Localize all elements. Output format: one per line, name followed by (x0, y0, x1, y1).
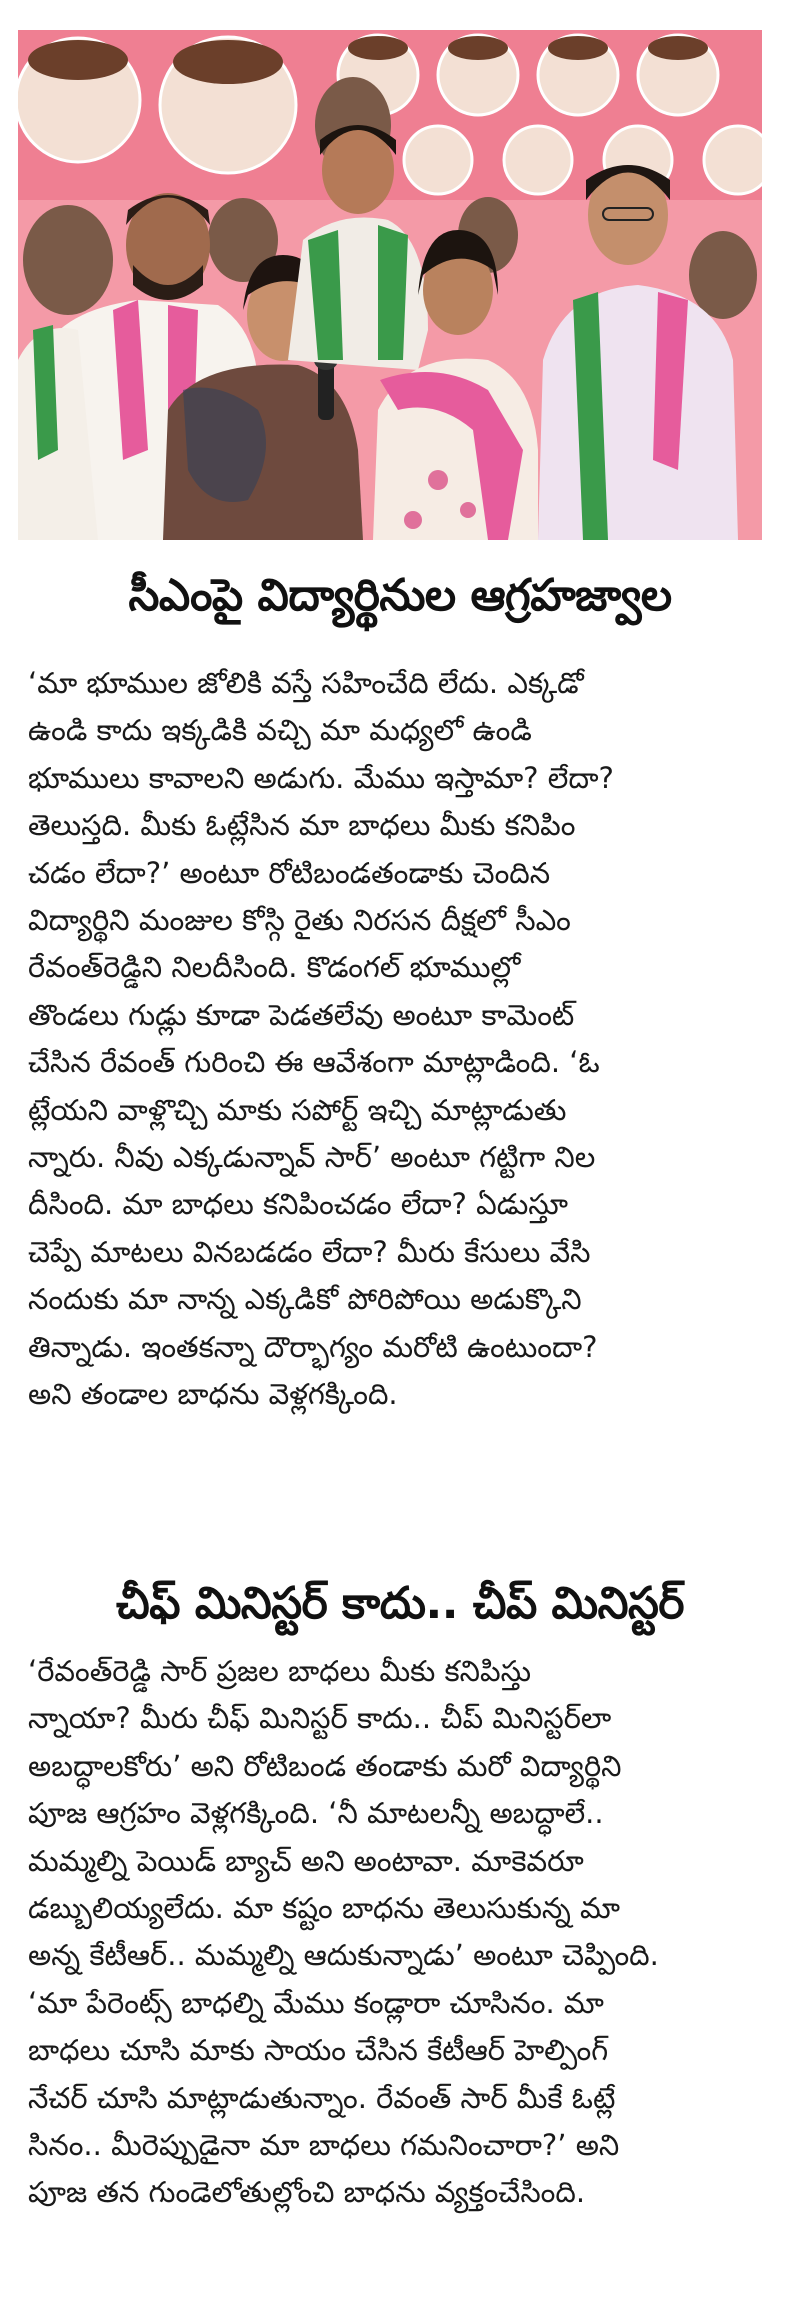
paragraph-line: చెప్పే మాటలు వినబడడం లేదా? మీరు కేసులు వేసి (28, 1234, 591, 1269)
paragraph-line: తొండలు గుడ్లు కూడా పెడతలేవు అంటూ కామెంట్ (28, 997, 575, 1032)
paragraph-line: తెలుస్తది. మీకు ఓట్లేసిన మా బాధలు మీకు కనిపిం (28, 808, 576, 843)
paragraph-line: నేచర్ చూసి మాట్లాడుతున్నాం. రేవంత్ సార్ మీకే ఓట్లే (28, 2080, 616, 2115)
paragraph-line: తిన్నాడు. ఇంతకన్నా దౌర్భాగ్యం మరోటి ఉంటుందా? (28, 1329, 598, 1364)
paragraph-line: డబ్బులియ్యలేదు. మా కష్టం బాధను తెలుసుకున్న మా (28, 1891, 621, 1926)
news-photo (18, 30, 762, 540)
paragraph-line: ‘మా పేరెంట్స్ బాధల్ని మేము కండ్లారా చూసినం. మా (28, 1985, 604, 2020)
paragraph-line: ‘మా భూముల జోలికి వస్తే సహించేది లేదు. ఎక్కడో (28, 666, 584, 700)
paragraph-line: చడం లేదా?’ అంటూ రోటిబండతండాకు చెందిన (28, 855, 551, 890)
paragraph-line: అన్న కేటీఆర్.. మమ్మల్ని ఆదుకున్నాడు’ అంటూ చెప్పింది. (28, 1938, 659, 1973)
paragraph-line: ట్లేయని వాళ్లొచ్చి మాకు సపోర్ట్ ఇచ్చి మాట్లాడుతు (28, 1092, 567, 1127)
paragraph-line: భూములు కావాలని అడుగు. మేము ఇస్తామా? లేదా? (28, 760, 614, 795)
paragraph-line: బాధలు చూసి మాకు సాయం చేసిన కేటీఆర్ హెల్పింగ్ (28, 2033, 609, 2068)
headline: సీఎంపై విద్యార్థినుల ఆగ్రహజ్వాల (128, 570, 672, 621)
paragraph-line: పూజ తన గుండెలోతుల్లోంచి బాధను వ్యక్తంచేసింది. (28, 2175, 586, 2210)
paragraph-line: దీసింది. మా బాధలు కనిపించడం లేదా? ఏడుస్తూ (28, 1187, 569, 1222)
paragraph-line: పూజ ఆగ్రహం వెళ్లగక్కింది. ‘నీ మాటలన్నీ అబద్ధాలే.. (28, 1796, 604, 1831)
subheadline: చీఫ్ మినిస్టర్ కాదు.. చీప్ మినిస్టర్ (116, 1578, 684, 1629)
paragraph-line: న్నాయా? మీరు చీఫ్ మినిస్టర్ కాదు.. చీప్ మినిస్టర్‌లా (28, 1701, 612, 1736)
paragraph-line: రేవంత్‌రెడ్డిని నిలదీసింది. కొడంగల్ భూముల్లో (28, 950, 521, 985)
paragraph-line: నందుకు మా నాన్న ఎక్కడికో పోరిపోయి అడుక్కొని (28, 1282, 582, 1317)
paragraph-1 (28, 660, 768, 1419)
paragraph-line: మమ్మల్ని పెయిడ్ బ్యాచ్ అని అంటావా. మాకెవరూ (28, 1843, 584, 1878)
paragraph-line: ‘రేవంత్‌రెడ్డి సార్ ప్రజల బాధలు మీకు కనిపిస్తు (28, 1654, 532, 1688)
paragraph-line: విద్యార్థిని మంజుల కోస్గి రైతు నిరసన దీక్షలో సీఎం (28, 903, 571, 938)
paragraph-line: న్నారు. నీవు ఎక్కడున్నావ్ సార్’ అంటూ గట్టిగా నిల (28, 1140, 596, 1175)
paragraph-line: చేసిన రేవంత్ గురించి ఈ ఆవేశంగా మాట్లాడింది. ‘ఓ (28, 1045, 600, 1080)
paragraph-line: ఉండి కాదు ఇక్కడికి వచ్చి మా మధ్యలో ఉండి (28, 713, 532, 748)
paragraph-line: అబద్ధాలకోరు’ అని రోటిబండ తండాకు మరో విద్యార్థిని (28, 1748, 622, 1783)
paragraph-2 (28, 1648, 768, 2217)
paragraph-line: అని తండాల బాధను వెళ్లగక్కింది. (28, 1377, 398, 1412)
paragraph-line: సినం.. మీరెప్పుడైనా మా బాధలు గమనించారా?’ అని (28, 2128, 620, 2163)
